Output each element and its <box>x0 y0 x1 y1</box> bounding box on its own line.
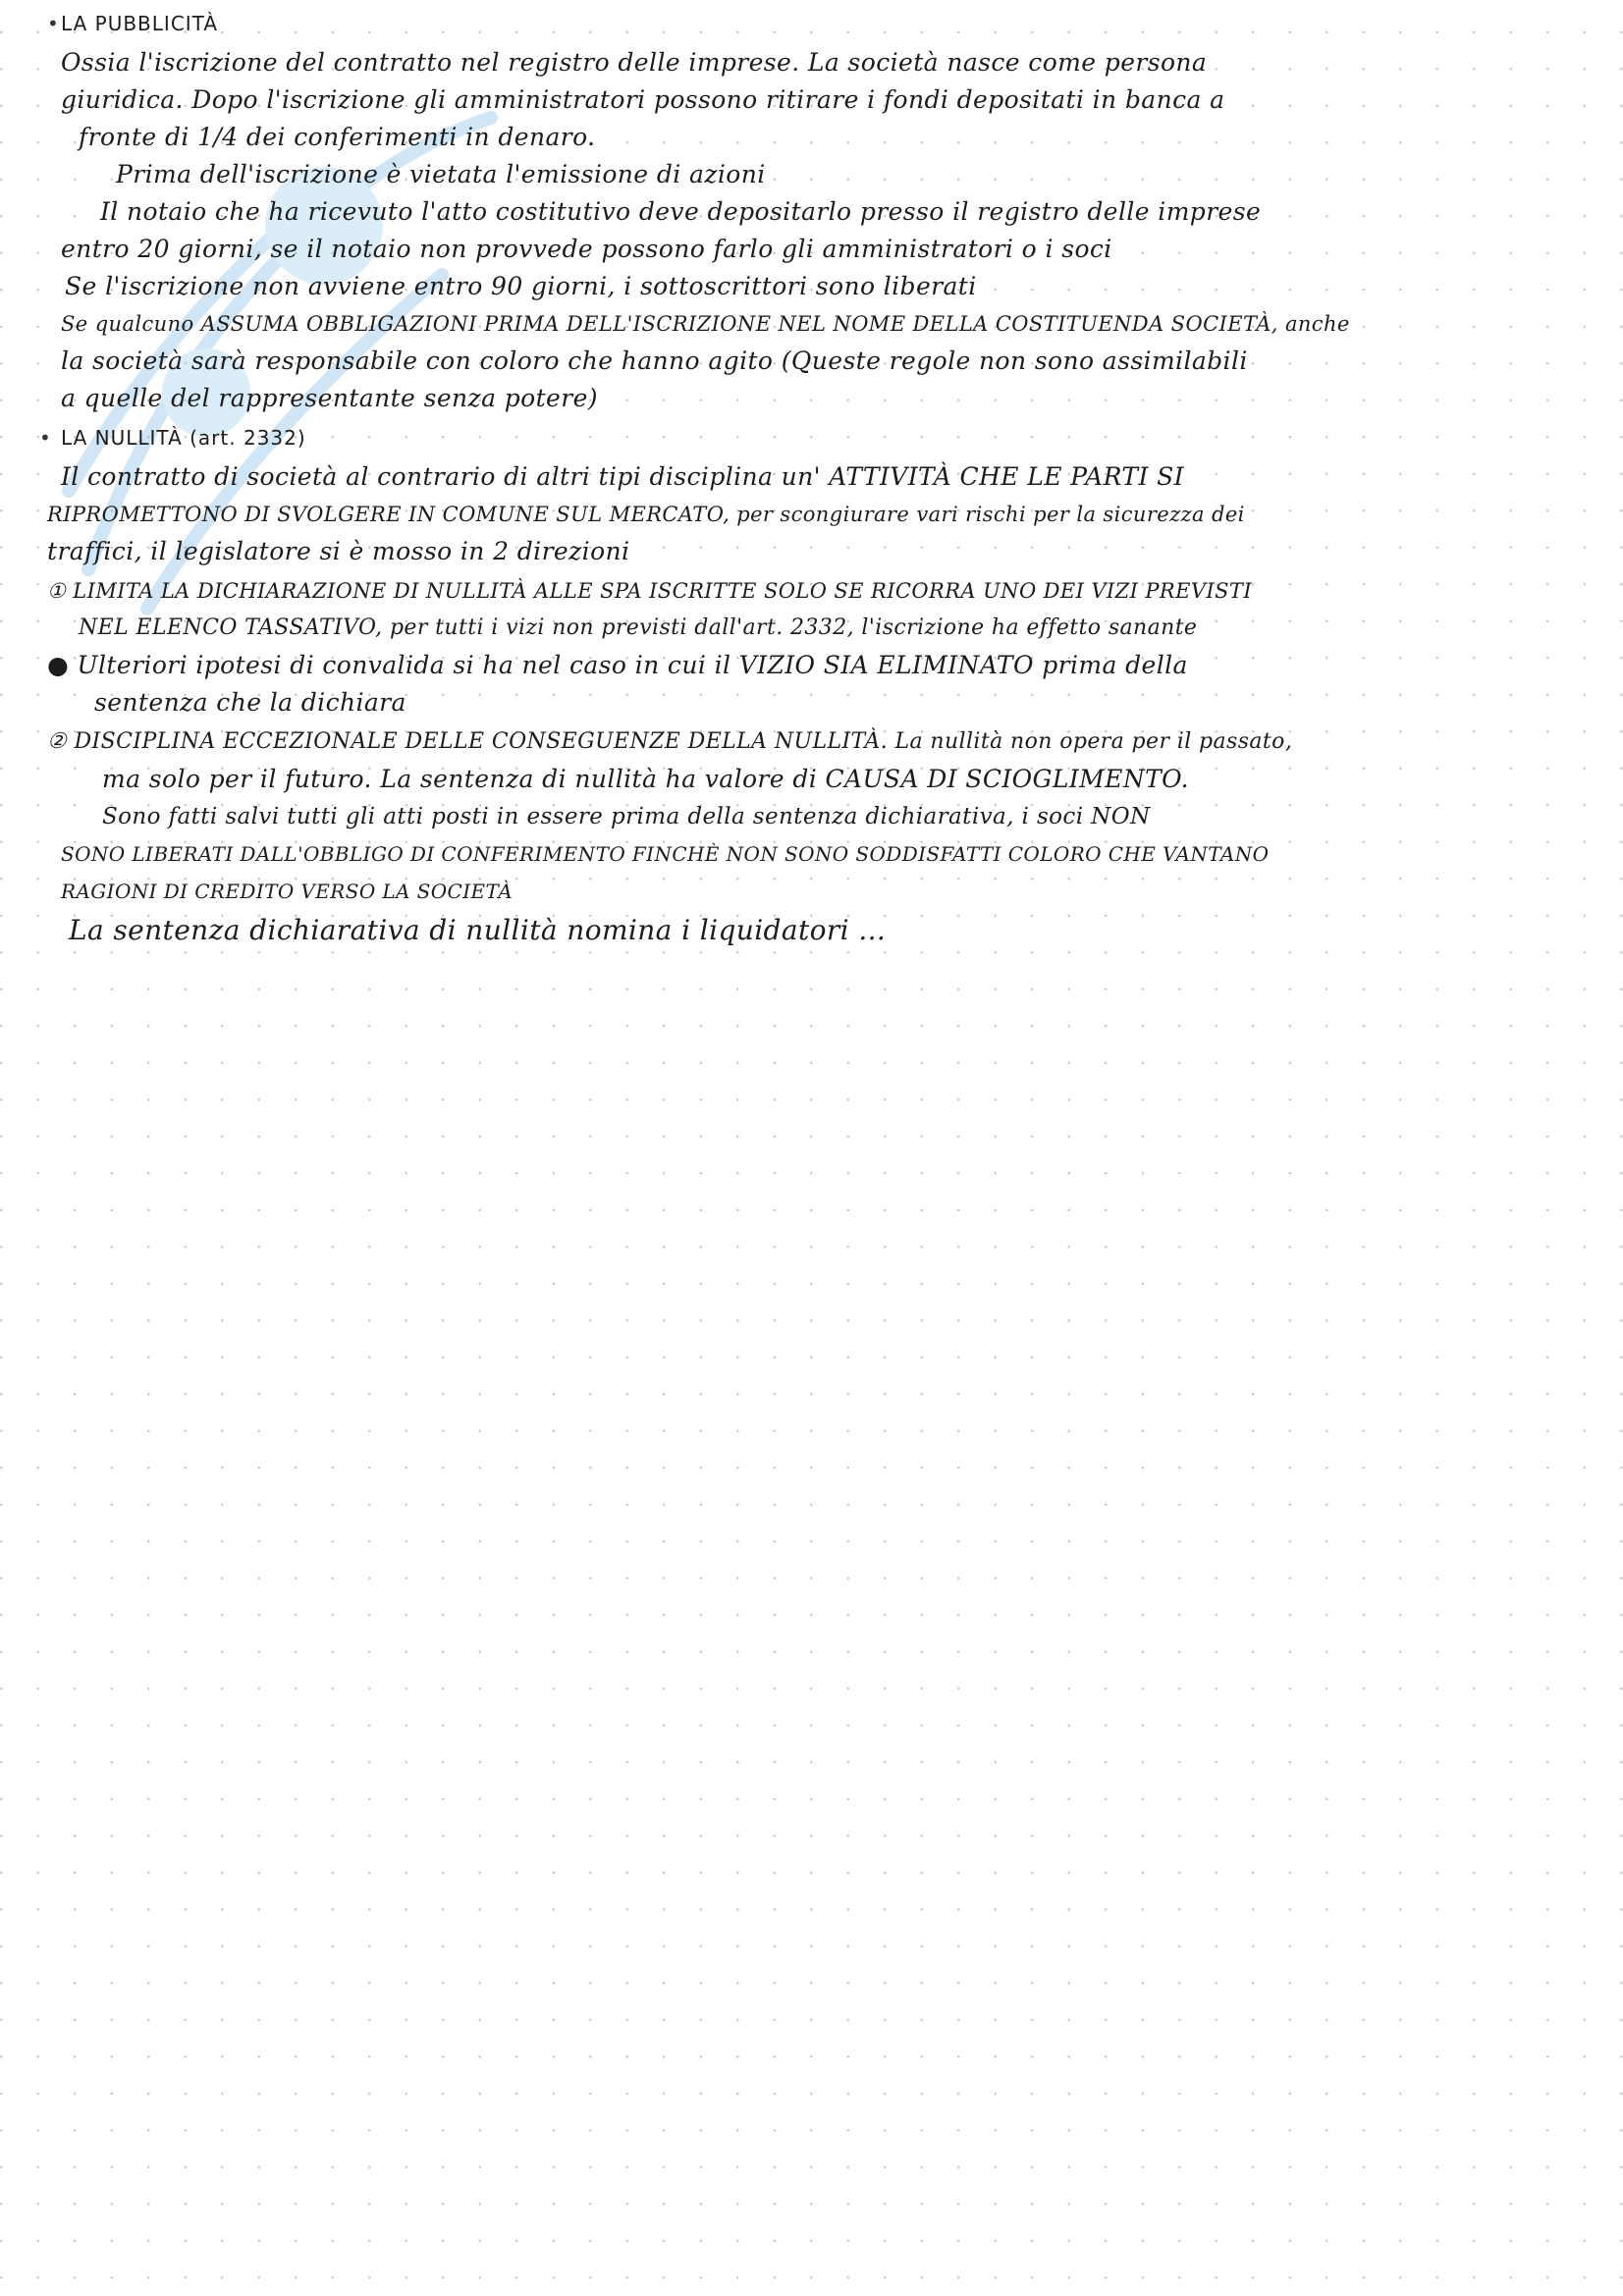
note-line: Se qualcuno ASSUMA OBBLIGAZIONI PRIMA DELL'ISCRIZIONE NEL NOME DELLA COSTITUENDA SOCIETÀ, anche <box>61 312 1350 336</box>
section-heading-pubblicita: LA PUBBLICITÀ <box>61 12 219 35</box>
note-line: RAGIONI DI CREDITO VERSO LA SOCIETÀ <box>61 880 514 903</box>
section-bullet: • <box>47 12 59 35</box>
note-line: SONO LIBERATI DALL'OBBLIGO DI CONFERIMENTO FINCHÈ NON SONO SODDISFATTI COLORO CHE VANTANO <box>61 842 1270 866</box>
section-bullet: • <box>39 426 51 450</box>
note-line: ma solo per il futuro. La sentenza di nullità ha valore di CAUSA DI SCIOGLIMENTO. <box>102 765 1189 793</box>
note-line: traffici, il legislatore si è mosso in 2 direzioni <box>47 537 630 565</box>
note-line: Il notaio che ha ricevuto l'atto costitutivo deve depositarlo presso il registro delle imprese <box>100 197 1262 226</box>
note-line: ① LIMITA LA DICHIARAZIONE DI NULLITÀ ALLE SPA ISCRITTE SOLO SE RICORRA UNO DEI VIZI PREVISTI <box>47 579 1253 603</box>
note-line: RIPROMETTONO DI SVOLGERE IN COMUNE SUL MERCATO, per scongiurare vari rischi per la sicurezza dei <box>47 503 1245 526</box>
note-line: fronte di 1/4 dei conferimenti in denaro. <box>79 123 596 151</box>
note-line: giuridica. Dopo l'iscrizione gli amministratori possono ritirare i fondi depositati in banca a <box>61 85 1225 114</box>
note-line: Ossia l'iscrizione del contratto nel registro delle imprese. La società nasce come persona <box>61 48 1208 77</box>
note-line: Se l'iscrizione non avviene entro 90 giorni, i sottoscrittori sono liberati <box>65 272 977 300</box>
note-line: la società sarà responsabile con coloro che hanno agito (Queste regole non sono assimilabili <box>61 347 1248 375</box>
note-line: Il contratto di società al contrario di altri tipi disciplina un' ATTIVITÀ CHE LE PARTI SI <box>61 462 1184 491</box>
note-line: NEL ELENCO TASSATIVO, per tutti i vizi non previsti dall'art. 2332, l'iscrizione ha effetto sanante <box>79 615 1198 640</box>
note-line: ● Ulteriori ipotesi di convalida si ha nel caso in cui il VIZIO SIA ELIMINATO prima della <box>47 651 1188 679</box>
note-line: ② DISCIPLINA ECCEZIONALE DELLE CONSEGUENZE DELLA NULLITÀ. La nullità non opera per il passato, <box>47 729 1293 754</box>
note-line: Prima dell'iscrizione è vietata l'emissione di azioni <box>116 160 766 188</box>
note-line: Sono fatti salvi tutti gli atti posti in essere prima della sentenza dichiarativa, i soci NON <box>102 804 1151 829</box>
note-line: La sentenza dichiarativa di nullità nomina i liquidatori ... <box>69 914 887 946</box>
section-heading-nullita: LA NULLITÀ (art. 2332) <box>61 426 306 450</box>
note-line: a quelle del rappresentante senza potere) <box>61 384 598 412</box>
note-line: sentenza che la dichiara <box>94 688 406 717</box>
note-line: entro 20 giorni, se il notaio non provvede possono farlo gli amministratori o i soci <box>61 235 1112 263</box>
